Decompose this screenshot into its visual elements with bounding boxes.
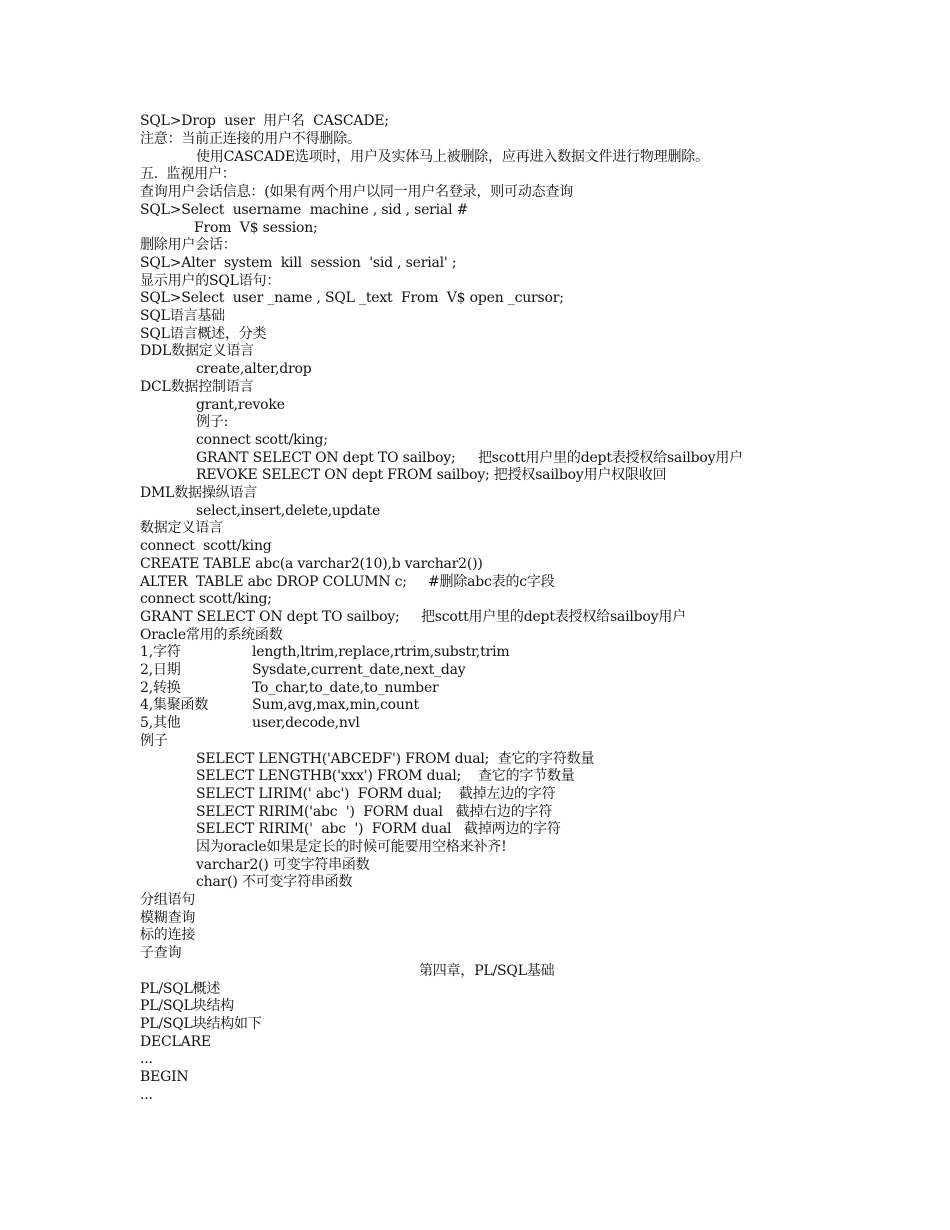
func-label: 2,转换 bbox=[140, 680, 181, 696]
group-stmt-heading: 分组语句 bbox=[140, 892, 196, 908]
drop-user-line: SQL>Drop user 用户名 CASCADE; bbox=[140, 113, 389, 129]
example-line: SELECT RIRIM(' abc ') FORM dual 截掉两边的字符 bbox=[196, 821, 561, 837]
begin-keyword: BEGIN bbox=[140, 1069, 189, 1085]
example-line: 因为oracle如果是定长的时候可能要用空格来补齐! bbox=[196, 839, 507, 855]
section-five-heading: 五. 监视用户： bbox=[140, 166, 236, 182]
func-label: 2,日期 bbox=[140, 662, 181, 678]
example-line: SELECT RIRIM('abc ') FORM dual 截掉右边的字符 bbox=[196, 804, 553, 820]
func-label: 4,集聚函数 bbox=[140, 697, 209, 713]
fuzzy-query-heading: 模糊查询 bbox=[140, 910, 196, 926]
func-value: To_char,to_date,to_number bbox=[252, 680, 439, 696]
delete-session-line: 删除用户会话： bbox=[140, 237, 237, 253]
dcl-heading: DCL数据控制语言 bbox=[140, 379, 254, 395]
ellipsis-line: ... bbox=[140, 1051, 153, 1067]
cascade-desc-line: 使用CASCADE选项时，用户及实体马上被删除，应再进入数据文件进行物理删除。 bbox=[196, 149, 709, 165]
query-session-line: 查询用户会话信息：(如果有两个用户以同一用户名登录，则可动态查询 bbox=[140, 184, 574, 200]
note-line: 注意：当前正连接的用户不得删除。 bbox=[140, 131, 361, 147]
example-line: varchar2() 可变字符串函数 bbox=[196, 857, 370, 873]
subquery-heading: 子查询 bbox=[140, 945, 182, 961]
func-value: Sum,avg,max,min,count bbox=[252, 697, 419, 713]
connect-line-2: connect scott/king bbox=[140, 538, 272, 554]
plsql-block-heading: PL/SQL块结构 bbox=[140, 998, 234, 1014]
dcl-cmds-line: grant,revoke bbox=[196, 397, 285, 413]
select-cursor-line: SQL>Select user _name , SQL _text From V$ open _cursor; bbox=[140, 290, 564, 306]
create-table-line: CREATE TABLE abc(a varchar2(10),b varchar2()) bbox=[140, 556, 483, 572]
example-line: SELECT LENGTHB('xxx') FROM dual; 查它的字节数量 bbox=[196, 768, 575, 784]
grant-note-2: 把scott用户里的dept表授权给sailboy用户 bbox=[421, 609, 686, 625]
example-line: SELECT LENGTH('ABCEDF') FROM dual; 查它的字符数量 bbox=[196, 751, 595, 767]
func-value: user,decode,nvl bbox=[252, 715, 360, 731]
ddl-cmds-line: create,alter,drop bbox=[196, 361, 312, 377]
example-label: 例子: bbox=[196, 414, 229, 430]
from-session-line: From V$ session; bbox=[194, 220, 318, 236]
select-session-line: SQL>Select username machine , sid , serial # bbox=[140, 202, 469, 218]
sql-basics-heading: SQL语言基础 bbox=[140, 308, 225, 324]
plsql-overview-heading: PL/SQL概述 bbox=[140, 981, 221, 997]
table-join-heading: 标的连接 bbox=[140, 927, 196, 943]
func-value: Sysdate,current_date,next_day bbox=[252, 662, 466, 678]
alter-kill-line: SQL>Alter system kill session 'sid , serial' ; bbox=[140, 255, 457, 271]
connect-line-1: connect scott/king; bbox=[196, 432, 328, 448]
revoke-line: REVOKE SELECT ON dept FROM sailboy; 把授权sailboy用户权限收回 bbox=[196, 467, 667, 483]
dml-heading: DML数据操纵语言 bbox=[140, 485, 258, 501]
example-heading: 例子 bbox=[140, 733, 168, 749]
alter-table-note: #删除abc表的c字段 bbox=[428, 574, 555, 590]
grant-note-1: 把scott用户里的dept表授权给sailboy用户 bbox=[478, 450, 743, 466]
ellipsis-line: ... bbox=[140, 1087, 153, 1103]
plsql-block-below-line: PL/SQL块结构如下 bbox=[140, 1016, 262, 1032]
func-label: 1,字符 bbox=[140, 644, 181, 660]
func-value: length,ltrim,replace,rtrim,substr,trim bbox=[252, 644, 510, 660]
chapter-four-title: 第四章，PL/SQL基础 bbox=[419, 963, 555, 979]
sql-overview-heading: SQL语言概述，分类 bbox=[140, 326, 267, 342]
example-line: SELECT LIRIM(' abc') FORM dual; 截掉左边的字符 bbox=[196, 786, 556, 802]
grant-line-1: GRANT SELECT ON dept TO sailboy; bbox=[196, 450, 456, 466]
alter-table-line: ALTER TABLE abc DROP COLUMN c; bbox=[140, 574, 407, 590]
func-label: 5,其他 bbox=[140, 715, 181, 731]
oracle-funcs-heading: Oracle常用的系统函数 bbox=[140, 627, 283, 643]
declare-keyword: DECLARE bbox=[140, 1034, 211, 1050]
grant-line-2: GRANT SELECT ON dept TO sailboy; bbox=[140, 609, 400, 625]
ddl-title-heading: 数据定义语言 bbox=[140, 520, 223, 536]
dml-cmds-line: select,insert,delete,update bbox=[196, 503, 381, 519]
show-sql-line: 显示用户的SQL语句： bbox=[140, 273, 281, 289]
ddl-heading: DDL数据定义语言 bbox=[140, 343, 254, 359]
example-line: char() 不可变字符串函数 bbox=[196, 874, 353, 890]
connect-line-3: connect scott/king; bbox=[140, 591, 272, 607]
